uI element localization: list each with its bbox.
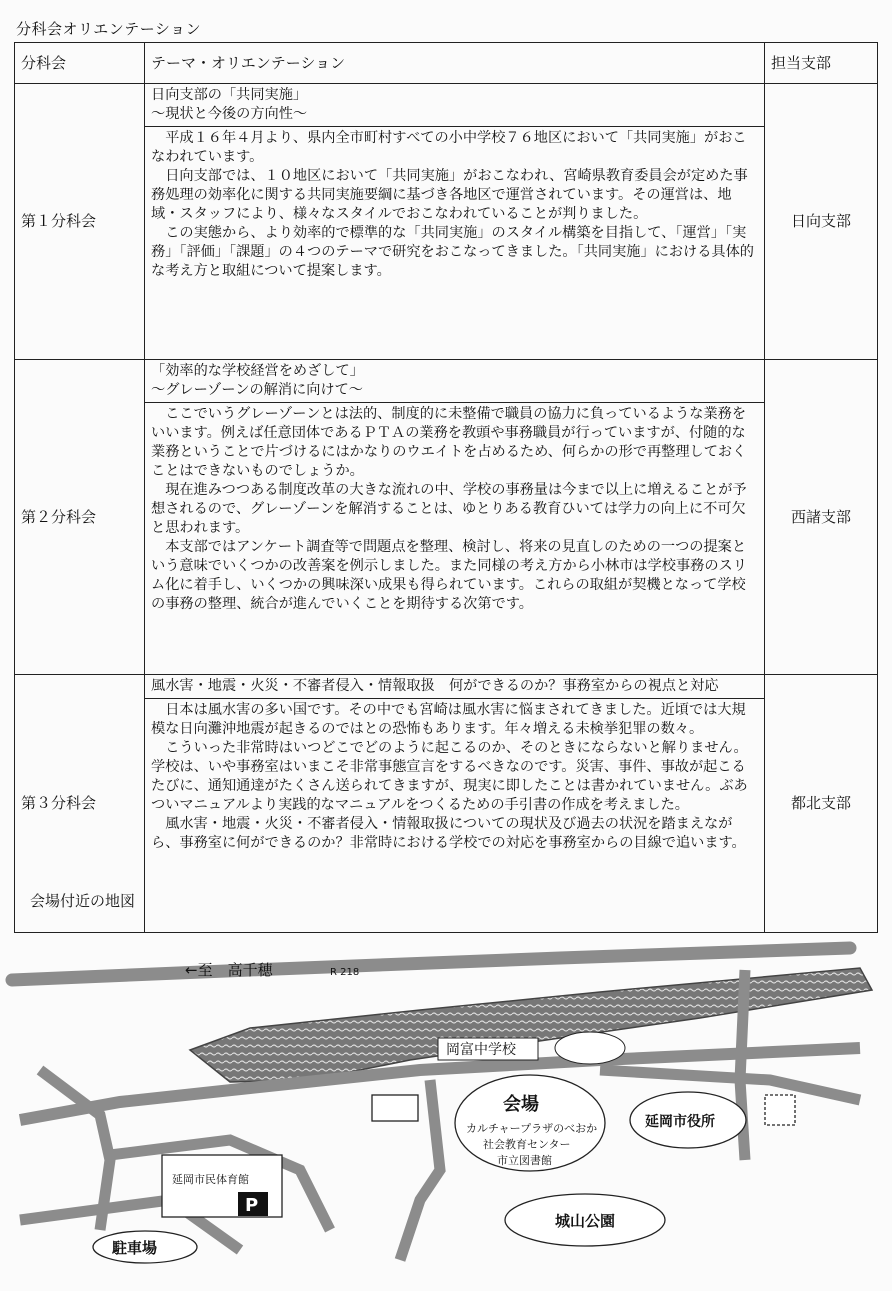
branch-name: 都北支部 — [765, 675, 878, 933]
header-theme: テーマ・オリエンテーション — [145, 43, 765, 84]
park-label: 城山公園 — [555, 1212, 616, 1230]
venue-map — [0, 930, 892, 1291]
theme-paragraph: 日向支部では、１０地区において「共同実施」がおこなわれ、宮崎県教育委員会が定めた事務処理の効率化に関する共同実施要綱に基づき各地区で運営されています。その運営は、地域・スタッフにより、様々なスタイルでおこなわれていることが判りました。 — [151, 168, 748, 222]
theme-body — [145, 127, 764, 284]
session-name: 第１分科会 — [15, 84, 145, 360]
session-name: 第３分科会 — [15, 675, 145, 933]
venue-facility-line-2: 社会教育センター — [483, 1138, 571, 1151]
theme-subtitle-line: ～現状と今後の方向性～ — [151, 106, 308, 122]
venue-label: 会場 — [503, 1094, 539, 1115]
session-name: 第２分科会 — [15, 360, 145, 675]
building — [765, 1095, 795, 1125]
school-label: 岡富中学校 — [446, 1042, 516, 1058]
gym-label: 延岡市民体育館 — [172, 1173, 249, 1186]
theme-paragraph: 日本は風水害の多い国です。その中でも宮崎は風水害に悩まされてきました。近頃では大規模な日向灘沖地震が起きるのではとの恐怖もあります。年々増える未検挙犯罪の数々。 — [151, 702, 746, 737]
theme-paragraph: 現在進みつつある制度改革の大きな流れの中、学校の事務量は今まで以上に増えることが予想されるので、グレーゾーンを解消することは、ゆとりある教育ひいては学力の向上に不可欠と思われます。 — [151, 482, 747, 536]
theme-title-line: 日向支部の「共同実施」 — [151, 87, 308, 103]
section-title: 分科会オリエンテーション — [16, 20, 202, 38]
table-row-session-3 — [15, 675, 878, 933]
branch-name: 日向支部 — [765, 84, 878, 360]
theme-cell — [145, 675, 765, 933]
theme-title — [145, 675, 764, 699]
takachiho-label: ←至 高千穂 — [185, 961, 273, 979]
theme-title — [145, 84, 764, 127]
venue-facility-line-1: カルチャープラザのべおか — [466, 1122, 598, 1135]
theme-paragraph: こういった非常時はいつどこでどのように起こるのか、そのときにならないと解りません。学校は、いや事務室はいまこそ非常事態宣言をするべきなのです。災害、事件、事故が起こるたびに、通知通達がたくさん送られてきますが、現実に即したことは書かれていません。ぶあついマニュアルより実践的なマニュアルをつくるための手引書の作成を考えました。 — [151, 740, 748, 813]
parking-icon: P — [245, 1195, 259, 1216]
table-header-row — [15, 43, 878, 84]
theme-body — [145, 403, 764, 617]
route-218-label: R 218 — [330, 967, 360, 978]
theme-subtitle-line: ～グレーゾーンの解消に向けて～ — [151, 382, 363, 398]
map-title: 会場付近の地図 — [30, 892, 136, 910]
header-session: 分科会 — [15, 43, 145, 84]
theme-cell — [145, 360, 765, 675]
branch-name: 西諸支部 — [765, 360, 878, 675]
theme-body — [145, 699, 764, 856]
theme-title — [145, 360, 764, 403]
theme-paragraph: ここでいうグレーゾーンとは法的、制度的に未整備で職員の協力に負っているような業務をいいます。例えば任意団体であるＰＴＡの業務を教頭や事務職員が行っていますが、付随的な業務ということで片づけるにはかなりのウエイトを占めるため、何らかの形で再整理しておくことはできないものでしょうか。 — [151, 406, 747, 479]
road-east — [600, 1070, 860, 1100]
theme-title-line: 「効率的な学校経営をめざして」 — [151, 363, 364, 379]
city-hall-label: 延岡市役所 — [645, 1114, 715, 1130]
route-218-road — [12, 948, 850, 980]
venue-facility-line-3: 市立図書館 — [497, 1154, 552, 1167]
parking-label: 駐車場 — [112, 1239, 158, 1257]
theme-paragraph: 平成１６年４月より、県内全市町村すべての小中学校７６地区において「共同実施」がおこなわれています。 — [151, 130, 747, 165]
table-row-session-2 — [15, 360, 878, 675]
theme-paragraph: 風水害・地震・火災・不審者侵入・情報取扱についての現状及び過去の状況を踏まえながら、事務室に何ができるのか？非常時における学校での対応を事務室からの目線で追います。 — [151, 816, 746, 851]
header-branch: 担当支部 — [765, 43, 878, 84]
table-row-session-1 — [15, 84, 878, 360]
theme-cell — [145, 84, 765, 360]
theme-paragraph: 本支部ではアンケート調査等で問題点を整理、検討し、将来の見直しのための一つの提案という意味でいくつかの改善案を例示しました。また同様の考え方から小林市は学校事務のスリム化に着手し、いくつかの興味深い成果も得られています。これらの取組が契機となって学校の事務の整理、統合が進んでいくことを期待する次第です。 — [151, 539, 747, 612]
building — [372, 1095, 418, 1121]
theme-title-line: 風水害・地震・火災・不審者侵入・情報取扱 何ができるのか？事務室からの視点と対応 — [151, 678, 719, 694]
school-grounds — [555, 1032, 625, 1064]
orientation-table — [14, 42, 878, 933]
theme-paragraph: この実態から、より効率的で標準的な「共同実施」のスタイル構築を目指して、「運営」「実務」「評価」「課題」の４つのテーマで研究をおこなってきました。「共同実施」における具体的な考え方と取組について提案します。 — [151, 225, 754, 279]
